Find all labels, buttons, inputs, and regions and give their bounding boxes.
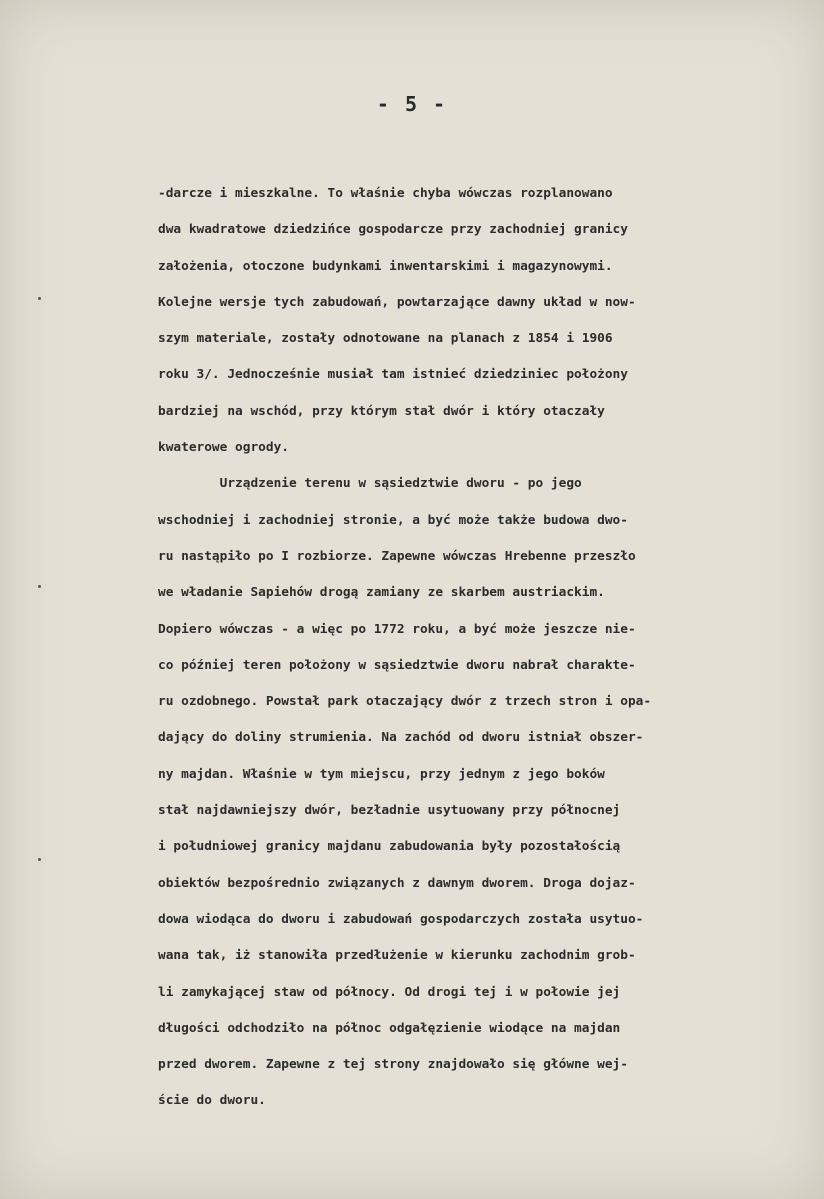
text-line: wana tak, iż stanowiła przedłużenie w kierunku zachodnim grob- xyxy=(158,948,636,964)
text-line: założenia, otoczone budynkami inwentarskimi i magazynowymi. xyxy=(158,258,613,274)
text-line: co później teren położony w sąsiedztwie dworu nabrał charakte- xyxy=(158,657,636,673)
text-line: dający do doliny strumienia. Na zachód od dworu istniał obszer- xyxy=(158,730,644,746)
body-text xyxy=(158,176,798,1120)
margin-mark xyxy=(38,858,41,861)
margin-mark xyxy=(38,585,41,588)
text-line: szym materiale, zostały odnotowane na planach z 1854 i 1906 xyxy=(158,331,613,347)
text-line: bardziej na wschód, przy którym stał dwór i który otaczały xyxy=(158,403,605,419)
text-line: we władanie Sapiehów drogą zamiany ze skarbem austriackim. xyxy=(158,585,605,601)
text-line: obiektów bezpośrednio związanych z dawnym dworem. Droga dojaz- xyxy=(158,875,636,891)
text-line: kwaterowe ogrody. xyxy=(158,440,289,456)
text-line: ny majdan. Właśnie w tym miejscu, przy jednym z jego boków xyxy=(158,766,605,782)
text-line: ście do dworu. xyxy=(158,1093,266,1109)
margin-mark xyxy=(38,297,41,300)
text-line: Dopiero wówczas - a więc po 1772 roku, a być może jeszcze nie- xyxy=(158,621,636,637)
text-line: przed dworem. Zapewne z tej strony znajdowało się główne wej- xyxy=(158,1057,628,1073)
text-line: -darcze i mieszkalne. To właśnie chyba wówczas rozplanowano xyxy=(158,186,613,201)
text-line: stał najdawniejszy dwór, bezładnie usytuowany przy północnej xyxy=(158,803,621,819)
text-line: Urządzenie terenu w sąsiedztwie dworu - po jego xyxy=(158,476,582,492)
text-line: ru nastąpiło po I rozbiorze. Zapewne wówczas Hrebenne przeszło xyxy=(158,548,636,564)
text-line: i południowej granicy majdanu zabudowania były pozostałością xyxy=(158,839,621,855)
text-line: długości odchodziło na północ odgałęzienie wiodące na majdan xyxy=(158,1020,621,1036)
text-line: li zamykającej staw od północy. Od drogi tej i w połowie jej xyxy=(158,984,621,1000)
text-line: roku 3/. Jednocześnie musiał tam istnieć dziedziniec położony xyxy=(158,367,628,383)
page-number: - 5 - xyxy=(376,92,448,116)
text-line: wschodniej i zachodniej stronie, a być może także budowa dwo- xyxy=(158,512,628,528)
text-line: dwa kwadratowe dziedzińce gospodarcze przy zachodniej granicy xyxy=(158,222,628,238)
text-line: Kolejne wersje tych zabudowań, powtarzające dawny układ w now- xyxy=(158,294,636,310)
text-line: dowa wiodąca do dworu i zabudowań gospodarczych została usytuo- xyxy=(158,911,644,927)
text-line: ru ozdobnego. Powstał park otaczający dwór z trzech stron i opa- xyxy=(158,694,652,710)
